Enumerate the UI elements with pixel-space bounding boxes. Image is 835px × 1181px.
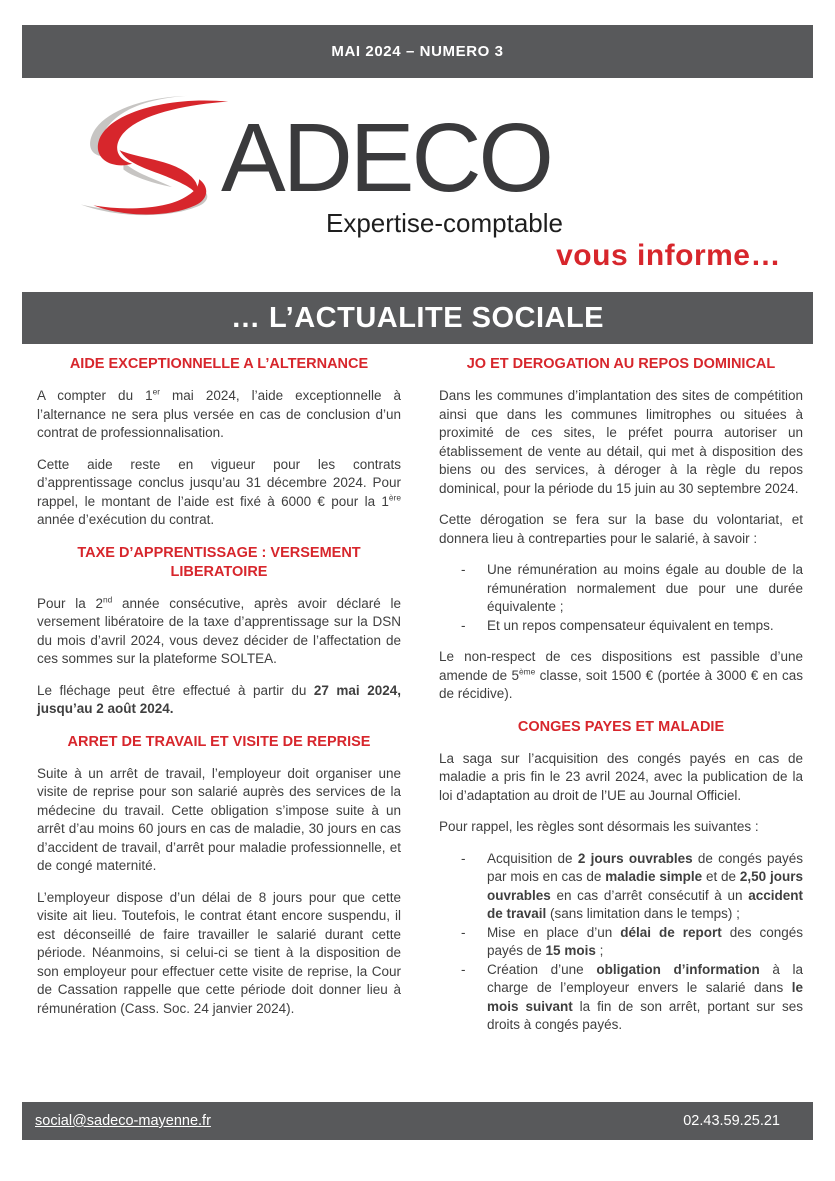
banner-title: … L’ACTUALITE SOCIALE [231, 301, 604, 334]
logo-tagline: Expertise-comptable [326, 208, 563, 238]
logo-wordmark: ADECO [221, 103, 551, 212]
newsletter-section [37, 544, 401, 719]
list-item: - Création d’une obligation d’information à la charge de l’employeur envers le salarié dans le mois suivant la fin de son arrêt, portant sur ses droits à congés payés. [439, 961, 803, 1035]
paragraph: Le fléchage peut être effectué à partir du 27 mai 2024, jusqu’au 2 août 2024. [37, 682, 401, 716]
list-item: - Mise en place d’un délai de report des congés payés de 15 mois ; [439, 924, 803, 961]
newsletter-section [37, 733, 401, 1019]
newsletter-section [439, 718, 803, 1035]
vous-informe-text: vous informe… [556, 239, 781, 272]
list-item: - Une rémunération au moins égale au double de la rémunération normalement due pour une durée équivalente ; [439, 561, 803, 617]
logo [73, 86, 565, 244]
paragraph: A compter du 1er mai 2024, l’aide exceptionnelle à l’alternance ne sera plus versée en cas de conclusion d’un contrat de professionnalisation. [37, 386, 401, 440]
paragraph: Pour la 2nd année consécutive, après avoir déclaré le versement libératoire de la taxe d’apprentissage sur la DSN du mois d’avril 2024, vous devez décider de l’affectation de ces sommes sur la plateforme SOLTEA. [37, 594, 401, 666]
section-banner [22, 292, 813, 344]
section-heading: TAXE D’APPRENTISSAGE : VERSEMENT LIBERATOIRE [77, 544, 361, 580]
paragraph: Dans les communes d’implantation des sites de compétition ainsi que dans les communes limitrophes ou situées à proximité de ces sites, le préfet pourra autoriser un établissement de vente au détail, qui met à disposition des biens ou des services, à déroger à la règle du repos dominical, pour la période du 15 juin au 30 septembre 2024. [439, 388, 803, 496]
paragraph: Suite à un arrêt de travail, l’employeur doit organiser une visite de reprise pour son salarié auprès des services de la médecine du travail. Cette obligation s’impose suite à un arrêt d’au moins 60 jours en cas de maladie, 30 jours en cas d’accident de travail, d’arrêt pour maladie professionnelle, et de congé maternité. [37, 765, 401, 873]
issue-label: MAI 2024 – NUMERO 3 [331, 43, 504, 60]
paragraph: La saga sur l’acquisition des congés payés en cas de maladie a pris fin le 23 avril 2024, avec la publication de la loi d’adaptation au droit de l’UE au Journal Officiel. [439, 750, 803, 803]
masthead-bar [22, 25, 813, 78]
footer-phone: 02.43.59.25.21 [683, 1113, 780, 1129]
dash-list [439, 850, 803, 1035]
sadeco-s-icon [73, 90, 233, 220]
section-heading: CONGES PAYES ET MALADIE [517, 718, 725, 735]
dash-list [439, 561, 803, 635]
footer-email-link[interactable]: social@sadeco-mayenne.fr [35, 1113, 211, 1129]
newsletter-section [37, 355, 401, 530]
newsletter-section [439, 355, 803, 704]
paragraph: Le non-respect de ces dispositions est passible d’une amende de 5ème classe, soit 1500 € (portée à 3000 € en cas de récidive). [439, 649, 804, 701]
paragraph: Pour rappel, les règles sont désormais les suivantes : [439, 819, 759, 834]
right-column [439, 352, 803, 1048]
left-column [37, 352, 401, 1048]
content-columns [37, 352, 803, 1048]
section-heading: AIDE EXCEPTIONNELLE A L’ALTERNANCE [69, 356, 369, 372]
paragraph: Cette aide reste en vigueur pour les contrats d’apprentissage conclus jusqu’au 31 décembre 2024. Pour rappel, le montant de l’aide est fixé à 6000 € pour la 1ère année d’exécution du contrat. [37, 456, 401, 527]
footer-bar [22, 1102, 813, 1140]
section-heading: JO ET DEROGATION AU REPOS DOMINICAL [466, 356, 776, 372]
section-heading: ARRET DE TRAVAIL ET VISITE DE REPRISE [67, 733, 371, 750]
paragraph: Cette dérogation se fera sur la base du volontariat, et donnera lieu à contreparties pour le salarié, à savoir : [439, 512, 803, 546]
list-item: - Acquisition de 2 jours ouvrables de congés payés par mois en cas de maladie simple et de 2,50 jours ouvrables en cas d’arrêt consécutif à un accident de travail (sans limitation dans le temps) ; [439, 850, 803, 924]
list-item: - Et un repos compensateur équivalent en temps. [439, 617, 803, 636]
paragraph: L’employeur dispose d’un délai de 8 jours pour que cette visite ait lieu. Toutefois, le contrat étant encore suspendu, il est déconseillé de faire travailler le salarié durant cette période. Néanmoins, si celui-ci se tient à la disposition de son employeur pour effectuer cette visite de reprise, la Cour de Cassation rappelle que cette période doit donner lieu à rémunération (Cass. Soc. 24 janvier 2024). [37, 889, 401, 1016]
